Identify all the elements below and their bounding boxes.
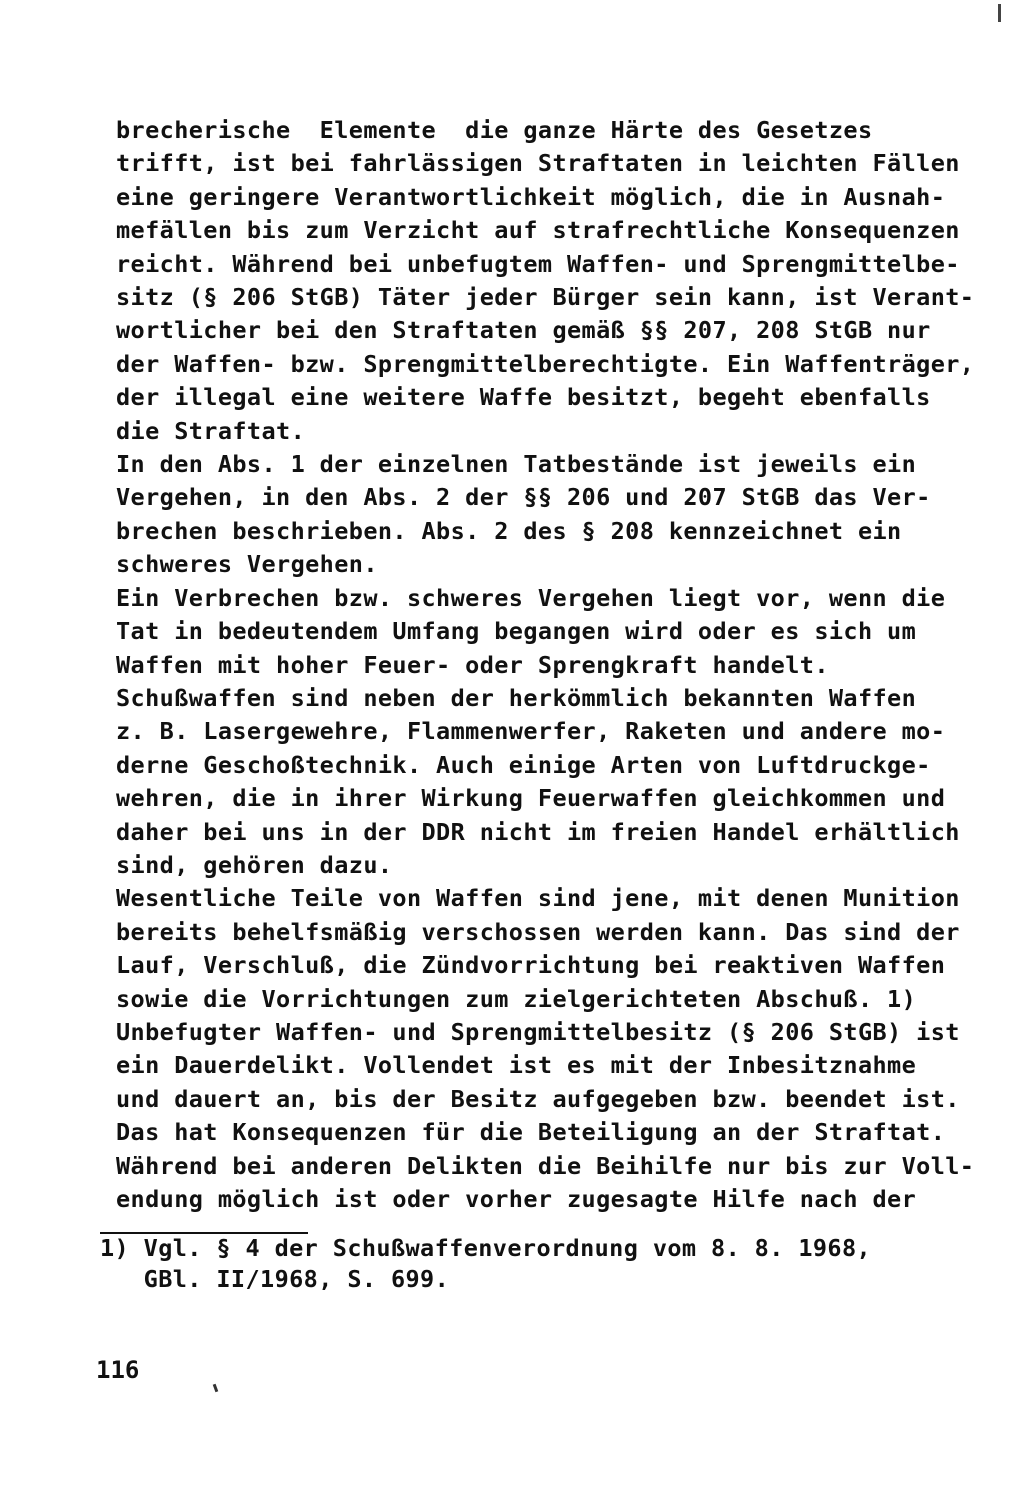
text-line: brechen beschrieben. Abs. 2 des § 208 kennzeichnet ein <box>116 516 902 545</box>
text-line: Vergehen, in den Abs. 2 der §§ 206 und 207 StGB das Ver- <box>116 483 931 512</box>
text-line: reicht. Während bei unbefugtem Waffen- und Sprengmittelbe- <box>116 249 960 278</box>
scan-mark <box>998 4 1001 22</box>
footnote-line: GBl. II/1968, S. 699. <box>100 1265 450 1293</box>
scan-mark <box>213 1384 219 1393</box>
text-line: sowie die Vorrichtungen zum zielgerichteten Abschuß. 1) <box>116 984 917 1013</box>
text-line: Tat in bedeutendem Umfang begangen wird oder es sich um <box>116 617 917 646</box>
text-line: derne Geschoßtechnik. Auch einige Arten von Luftdruckge- <box>116 750 931 779</box>
footnote-line: 1) Vgl. § 4 der Schußwaffenverordnung vom 8. 8. 1968, <box>100 1234 872 1262</box>
text-line: bereits behelfsmäßig verschossen werden kann. Das sind der <box>116 917 960 946</box>
text-line: Unbefugter Waffen- und Sprengmittelbesitz (§ 206 StGB) ist <box>116 1017 960 1046</box>
text-line: Wesentliche Teile von Waffen sind jene, mit denen Munition <box>116 884 960 913</box>
text-line: und dauert an, bis der Besitz aufgegeben bzw. beendet ist. <box>116 1084 960 1113</box>
text-line: wehren, die in ihrer Wirkung Feuerwaffen gleichkommen und <box>116 784 946 813</box>
text-line: Das hat Konsequenzen für die Beteiligung an der Straftat. <box>116 1118 946 1147</box>
text-line: die Straftat. <box>116 416 306 445</box>
text-line: trifft, ist bei fahrlässigen Straftaten in leichten Fällen <box>116 149 960 178</box>
text-line: In den Abs. 1 der einzelnen Tatbestände ist jeweils ein <box>116 450 917 479</box>
text-line: der Waffen- bzw. Sprengmittelberechtigte. Ein Waffenträger, <box>116 349 975 378</box>
text-line: daher bei uns in der DDR nicht im freien Handel erhältlich <box>116 817 960 846</box>
page-number: 116 <box>96 1356 140 1384</box>
text-line: sind, gehören dazu. <box>116 850 393 879</box>
text-line: mefällen bis zum Verzicht auf strafrechtliche Konsequenzen <box>116 216 960 245</box>
text-line: der illegal eine weitere Waffe besitzt, begeht ebenfalls <box>116 383 931 412</box>
text-line: wortlicher bei den Straftaten gemäß §§ 207, 208 StGB nur <box>116 316 931 345</box>
footnotes <box>100 1233 900 1295</box>
text-line: Waffen mit hoher Feuer- oder Sprengkraft handelt. <box>116 650 829 679</box>
text-line: eine geringere Verantwortlichkeit möglich, die in Ausnah- <box>116 182 946 211</box>
text-line: endung möglich ist oder vorher zugesagte Hilfe nach der <box>116 1185 917 1213</box>
text-line: Lauf, Verschluß, die Zündvorrichtung bei reaktiven Waffen <box>116 951 946 980</box>
text-line: z. B. Lasergewehre, Flammenwerfer, Raketen und andere mo- <box>116 717 946 746</box>
text-line: brecherische Elemente die ganze Härte des Gesetzes <box>116 116 873 144</box>
text-line: schweres Vergehen. <box>116 550 378 579</box>
text-line: ein Dauerdelikt. Vollendet ist es mit der Inbesitznahme <box>116 1051 917 1080</box>
text-line: Während bei anderen Delikten die Beihilfe nur bis zur Voll- <box>116 1151 975 1180</box>
text-line: Schußwaffen sind neben der herkömmlich bekannten Waffen <box>116 683 917 712</box>
text-line: Ein Verbrechen bzw. schweres Vergehen liegt vor, wenn die <box>116 583 946 612</box>
body-text <box>116 114 975 1216</box>
text-line: sitz (§ 206 StGB) Täter jeder Bürger sein kann, ist Verant- <box>116 283 975 312</box>
